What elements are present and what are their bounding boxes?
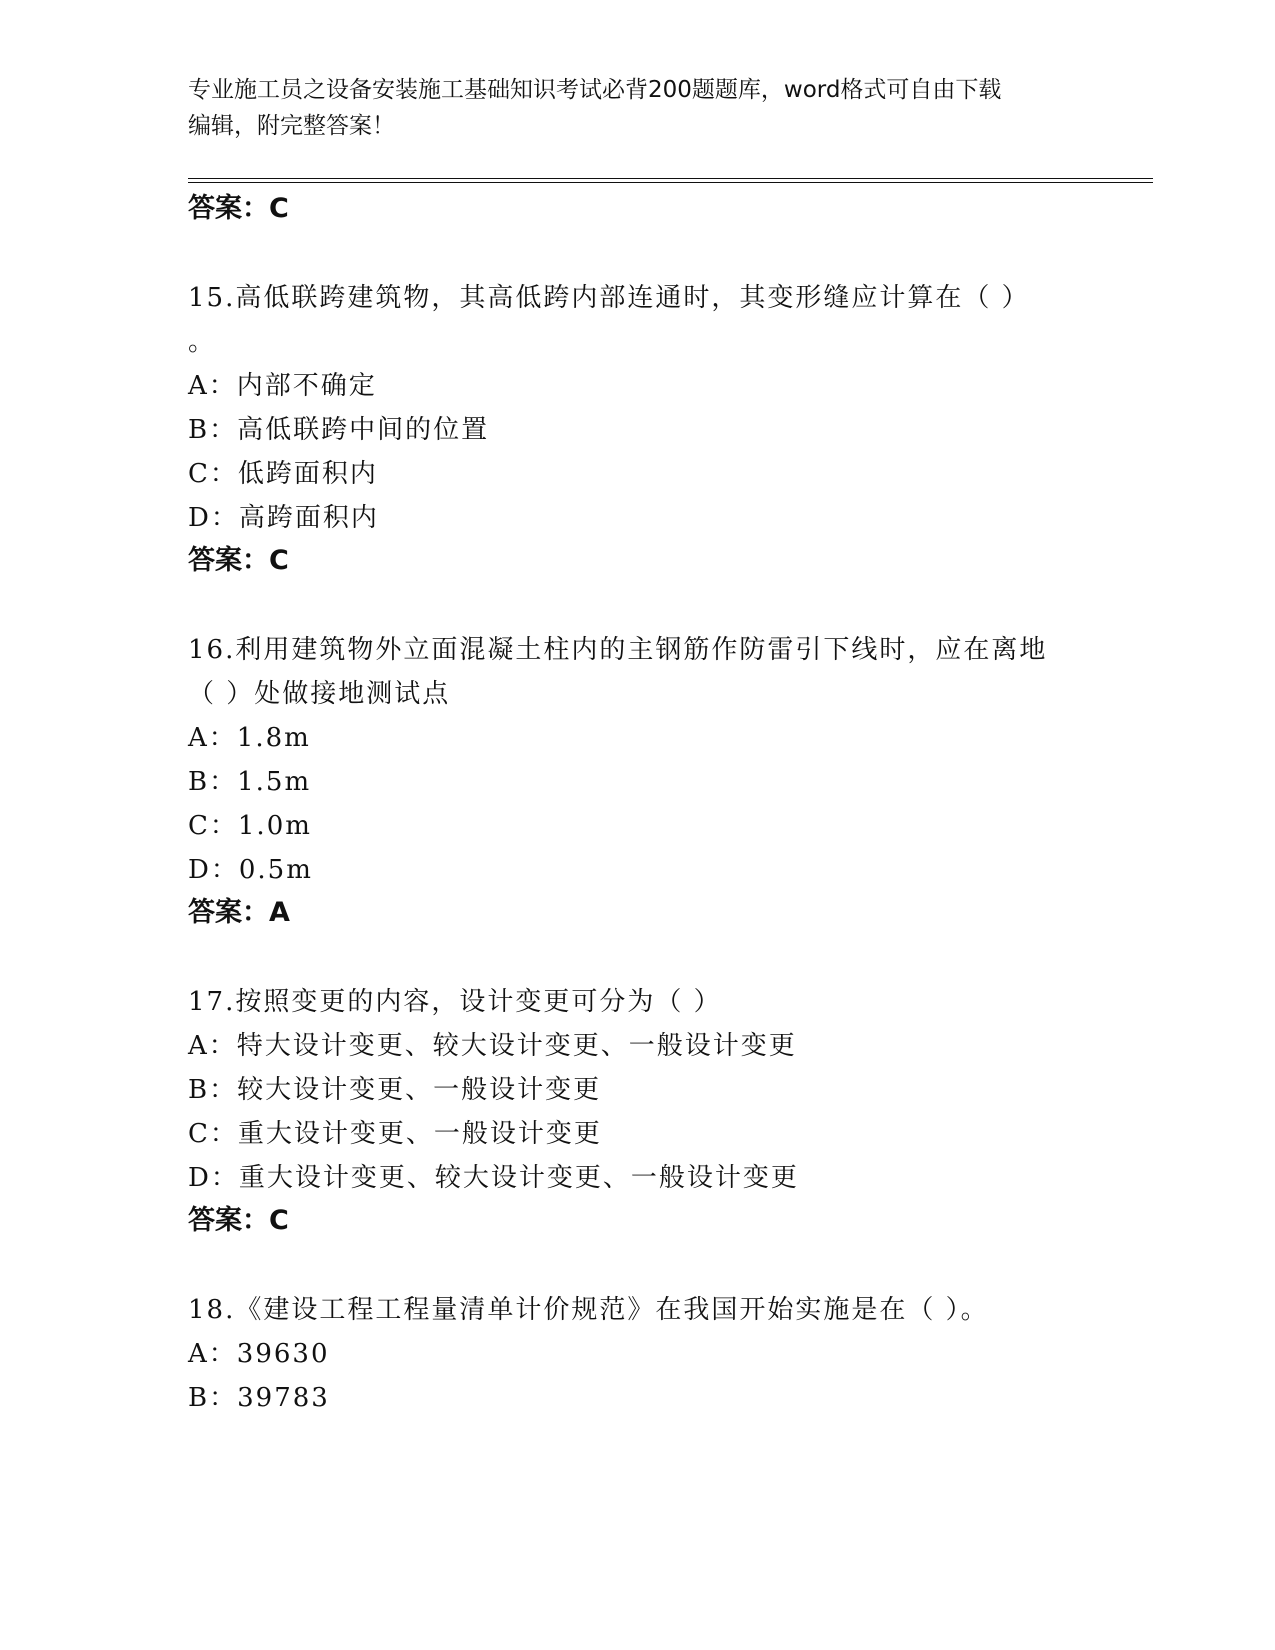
question-15-answer: 答案：C: [188, 545, 289, 576]
question-18-text: 18.《建设工程工程量清单计价规范》在我国开始实施是在（ ）。: [188, 1295, 989, 1325]
question-17-option-c: C：重大设计变更、一般设计变更: [188, 1119, 602, 1149]
question-16-option-d: D：0.5m: [188, 855, 313, 885]
document-header: [188, 72, 1088, 144]
question-16-text-cont: （ ）处做接地测试点: [188, 679, 451, 709]
question-15-option-d: D：高跨面积内: [188, 503, 379, 533]
header-rule-bottom: [188, 182, 1153, 183]
question-15-text: 15.高低联跨建筑物，其高低跨内部连通时，其变形缝应计算在（ ）: [188, 283, 1030, 313]
question-16-option-b: B：1.5m: [188, 767, 312, 797]
question-17-option-a: A：特大设计变更、较大设计变更、一般设计变更: [188, 1031, 797, 1061]
question-18-option-a: A：39630: [188, 1339, 330, 1369]
question-16-text: 16.利用建筑物外立面混凝土柱内的主钢筋作防雷引下线时，应在离地: [188, 635, 1048, 665]
header-line-2: 编辑，附完整答案！: [188, 113, 395, 139]
question-15-option-c: C：低跨面积内: [188, 459, 378, 489]
question-18-option-b: B：39783: [188, 1383, 330, 1413]
question-16-option-c: C：1.0m: [188, 811, 312, 841]
question-15-option-a: A：内部不确定: [188, 371, 377, 401]
header-rule-top: [188, 178, 1153, 179]
question-15-option-b: B：高低联跨中间的位置: [188, 415, 490, 445]
question-17-option-d: D：重大设计变更、较大设计变更、一般设计变更: [188, 1163, 799, 1193]
header-line-1: 专业施工员之设备安装施工基础知识考试必背200题题库，word格式可自由下载: [188, 77, 1002, 103]
question-16-answer: 答案：A: [188, 897, 290, 928]
question-17-text: 17.按照变更的内容，设计变更可分为（ ）: [188, 987, 722, 1017]
question-15-text-cont: 。: [188, 327, 217, 357]
question-17-option-b: B：较大设计变更、一般设计变更: [188, 1075, 602, 1105]
question-17-answer: 答案：C: [188, 1205, 289, 1236]
question-16-option-a: A：1.8m: [188, 723, 311, 753]
previous-answer: 答案：C: [188, 193, 289, 224]
